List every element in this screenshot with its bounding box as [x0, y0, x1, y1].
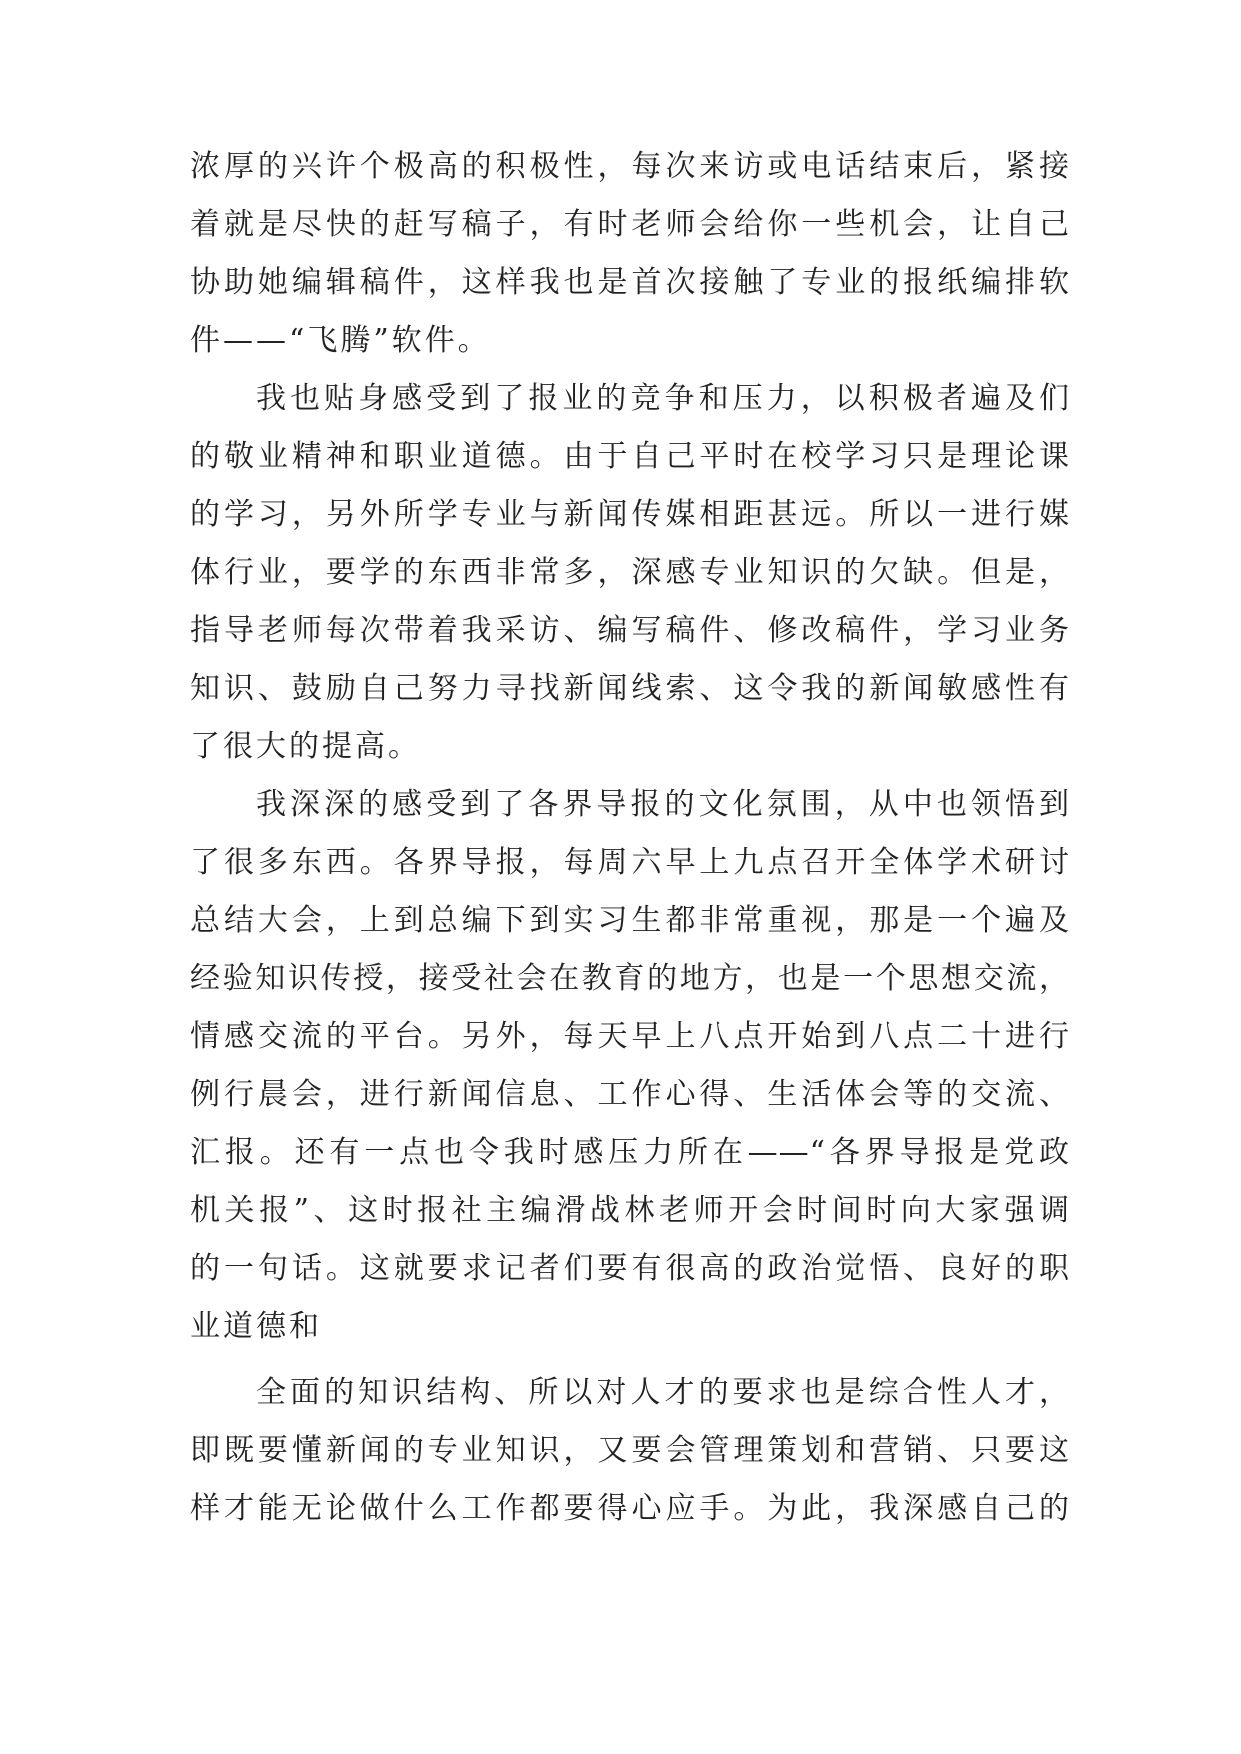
- paragraph-3-line-3: 总结大会，上到总编下到实习生都非常重视，那是一个遍及: [190, 903, 1070, 938]
- paragraph-2-line-3: 的学习，另外所学专业与新闻传媒相距甚远。所以一进行媒: [190, 497, 1070, 532]
- paragraph-3-line-2: 了很多东西。各界导报，每周六早上九点召开全体学术研讨: [190, 845, 1070, 880]
- paragraph-1-line-3: 协助她编辑稿件，这样我也是首次接触了专业的报纸编排软: [190, 265, 1070, 300]
- paragraph-2-line-4: 体行业，要学的东西非常多，深感专业知识的欠缺。但是，: [190, 555, 1070, 590]
- paragraph-4-line-2: 即既要懂新闻的专业知识，又要会管理策划和营销、只要这: [190, 1433, 1070, 1468]
- paragraph-3-line-7: 汇报。还有一点也令我时感压力所在——“各界导报是党政: [190, 1135, 1070, 1170]
- paragraph-2-line-1: 我也贴身感受到了报业的竞争和压力，以积极者遍及们: [256, 381, 1070, 416]
- paragraph-1-line-1: 浓厚的兴许个极高的积极性，每次来访或电话结束后，紧接: [190, 149, 1070, 184]
- paragraph-3-line-10: 业道德和: [190, 1309, 322, 1344]
- paragraph-1-line-2: 着就是尽快的赶写稿子，有时老师会给你一些机会，让自己: [190, 207, 1070, 242]
- paragraph-2-line-6: 知识、鼓励自己努力寻找新闻线索、这令我的新闻敏感性有: [190, 671, 1070, 706]
- paragraph-1-line-4: 件——“飞腾”软件。: [190, 323, 491, 358]
- paragraph-3-line-1: 我深深的感受到了各界导报的文化氛围，从中也领悟到: [256, 787, 1070, 822]
- paragraph-3-line-5: 情感交流的平台。另外，每天早上八点开始到八点二十进行: [190, 1019, 1070, 1054]
- paragraph-2-line-5: 指导老师每次带着我采访、编写稿件、修改稿件，学习业务: [190, 613, 1070, 648]
- paragraph-3-line-6: 例行晨会，进行新闻信息、工作心得、生活体会等的交流、: [190, 1077, 1070, 1112]
- paragraph-4-line-3: 样才能无论做什么工作都要得心应手。为此，我深感自己的: [190, 1491, 1070, 1526]
- paragraph-2-line-7: 了很大的提高。: [190, 729, 421, 764]
- paragraph-3-line-4: 经验知识传授，接受社会在教育的地方，也是一个思想交流，: [190, 961, 1070, 996]
- paragraph-3-line-8: 机关报”、这时报社主编滑战林老师开会时间时向大家强调: [190, 1193, 1070, 1228]
- paragraph-3-line-9: 的一句话。这就要求记者们要有很高的政治觉悟、良好的职: [190, 1251, 1070, 1286]
- paragraph-2-line-2: 的敬业精神和职业道德。由于自己平时在校学习只是理论课: [190, 439, 1070, 474]
- paragraph-4-line-1: 全面的知识结构、所以对人才的要求也是综合性人才，: [256, 1375, 1070, 1410]
